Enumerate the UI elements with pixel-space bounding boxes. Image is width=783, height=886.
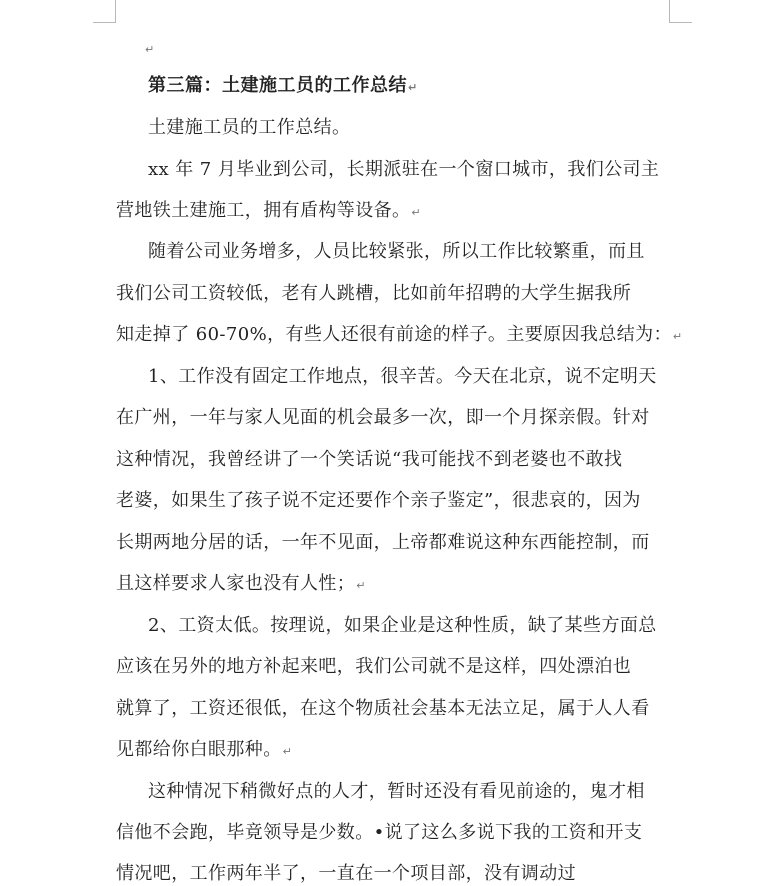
text-line: 信他不会跑，毕竟领导是少数。•说了这么多说下我的工资和开支 [116, 822, 643, 843]
paragraph-mark-icon: ↵ [356, 579, 366, 592]
text-line: 就算了，工资还很低，在这个物质社会基本无法立足，属于人人看 [116, 698, 650, 719]
paragraph-mark-icon: ↵ [408, 81, 418, 94]
document-title: 第三篇：土建施工员的工作总结↵ [148, 75, 418, 96]
document-subtitle: 土建施工员的工作总结。 [148, 117, 351, 138]
text-line: 应该在另外的地方补起来吧，我们公司就不是这样，四处漂泊也 [116, 656, 632, 677]
text-line: 这种情况，我曾经讲了一个笑话说“我可能找不到老婆也不敢找 [116, 449, 623, 470]
text-line: 情况吧，工作两年半了，一直在一个项目部，没有调动过 [116, 863, 576, 884]
text-line: 且这样要求人家也没有人性；↵ [116, 573, 366, 594]
paragraph-mark-icon: ↵ [411, 206, 422, 219]
text-line: xx 年 7 月毕业到公司，长期派驻在一个窗口城市，我们公司主 [148, 159, 660, 180]
paragraph-mark-icon: ↵ [672, 330, 683, 343]
paragraph-mark-icon: ↵ [145, 43, 155, 56]
page-corner-top-left [93, 0, 116, 23]
page-corner-top-right [669, 0, 692, 23]
paragraph-mark-icon: ↵ [282, 745, 293, 758]
text-line: 在广州，一年与家人见面的机会最多一次，即一个月探亲假。针对 [116, 407, 650, 428]
text-line: 随着公司业务增多，人员比较紧张，所以工作比较繁重，而且 [148, 241, 645, 262]
empty-paragraph [144, 36, 154, 62]
text-line: 我们公司工资较低，老有人跳槽，比如前年招聘的大学生据我所 [116, 283, 632, 304]
text-line: 2、工资太低。按理说，如果企业是这种性质，缺了某些方面总 [148, 615, 657, 636]
text-line: 长期两地分居的话，一年不见面，上帝都难说这种东西能控制，而 [116, 532, 650, 553]
text-line: 1、工作没有固定工作地点，很辛苦。今天在北京，说不定明天 [148, 366, 657, 387]
text-line: 见都给你白眼那种。↵ [116, 739, 293, 760]
text-line: 营地铁土建施工，拥有盾构等设备。↵ [116, 200, 422, 221]
text-line: 老婆，如果生了孩子说不定还要作个亲子鉴定”，很悲哀的，因为 [116, 490, 641, 511]
text-line: 这种情况下稍微好点的人才，暂时还没有看见前途的，鬼才相 [148, 781, 645, 802]
text-line: 知走掉了 60-70%，有些人还很有前途的样子。主要原因我总结为：↵ [116, 324, 683, 345]
